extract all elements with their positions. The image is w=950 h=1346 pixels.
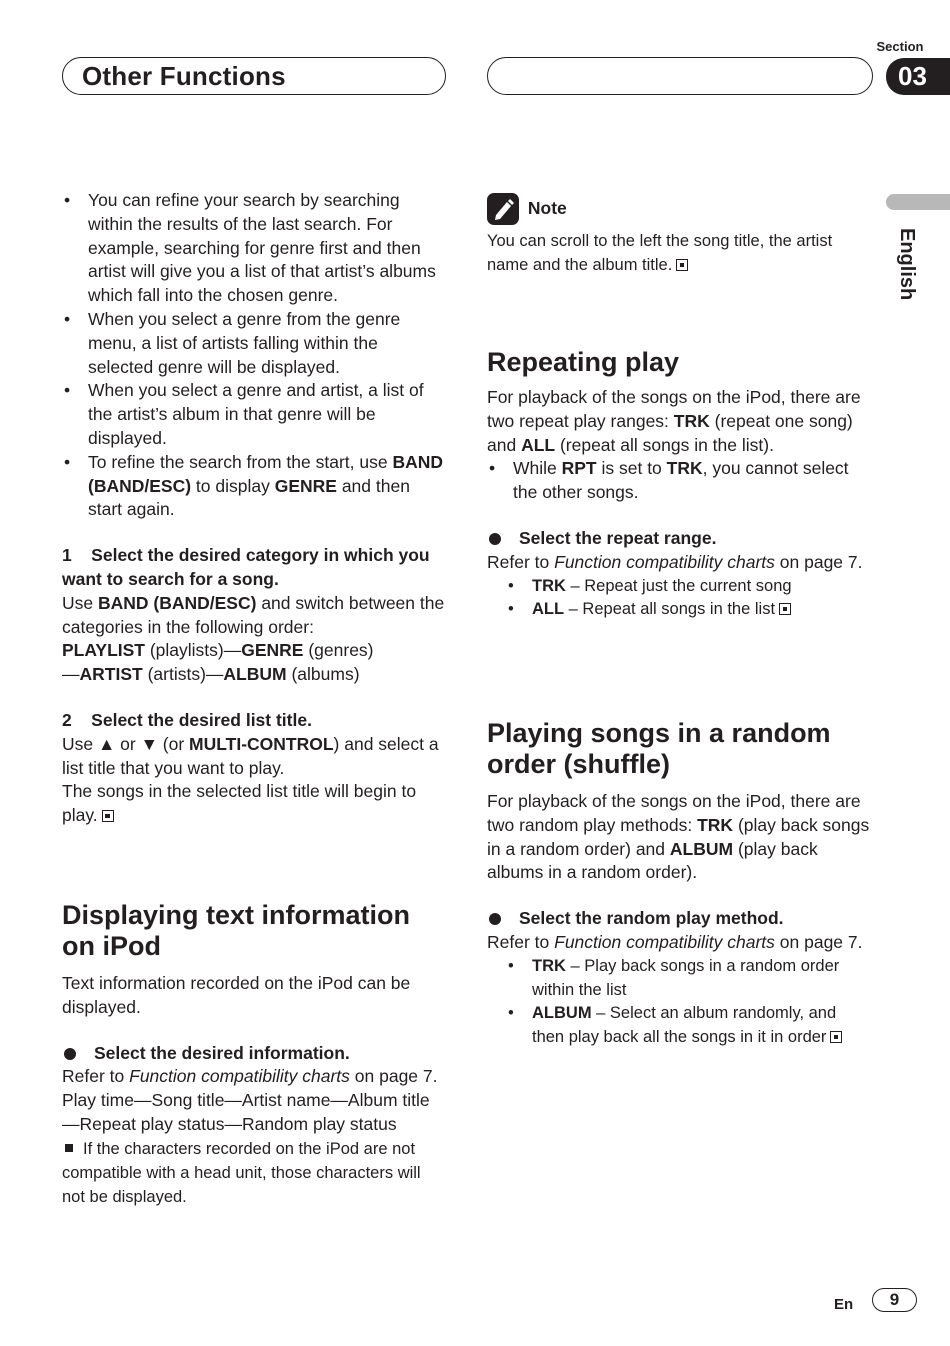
text-span: Use — [62, 592, 98, 613]
option-desc: – Play back songs in a random order within the list — [532, 956, 840, 999]
text-span: For playback of the songs on the iPod, there are two random play methods: — [487, 791, 861, 835]
pencil-note-icon — [487, 193, 519, 225]
option-key: TRK — [532, 576, 566, 595]
section-title-bar — [62, 57, 446, 95]
text-span: If the characters recorded on the iPod are not compatible with a head unit, those characters will not be displayed. — [62, 1139, 421, 1206]
option-desc: – Select an album randomly, and then play back all the songs in it in order — [532, 1004, 837, 1047]
note-square-icon — [65, 1144, 73, 1152]
list-item: • When you select a genre and artist, a list of the artist’s album in that genre will be displayed. — [62, 379, 447, 450]
note-label: Note — [527, 198, 567, 219]
repeat-bullets — [487, 457, 872, 505]
text-span: (play back songs in a random order) and — [487, 814, 870, 859]
shuffle-options — [487, 955, 872, 1050]
option-key: ALL — [532, 600, 565, 619]
step-1-body — [62, 592, 447, 687]
display-note — [62, 1137, 447, 1209]
footer-language: En — [834, 1296, 854, 1313]
shuffle-section — [487, 718, 872, 1050]
chart-reference: Function compatibility charts — [554, 931, 775, 952]
artist-label: ARTIST — [79, 664, 143, 685]
end-mark-icon — [676, 259, 688, 271]
text-span: Refer to — [62, 1066, 130, 1087]
chart-reference: Function compatibility charts — [129, 1066, 350, 1087]
language-tab-label: English — [896, 228, 918, 301]
section-number-tab — [886, 58, 950, 95]
step-2-result — [62, 780, 447, 828]
section-number: 03 — [898, 61, 927, 91]
text-span: is set to — [596, 458, 667, 479]
page-title: Other Functions — [82, 61, 286, 91]
text-span: (repeat one song) and — [487, 410, 853, 455]
left-column — [62, 189, 447, 828]
text-span: , you cannot select the other songs. — [513, 458, 849, 503]
genre-label: GENRE — [274, 475, 337, 496]
step-1-heading: 1 Select the desired category in which you want to search for a song. — [62, 545, 435, 589]
text-span: on page 7. — [774, 931, 863, 952]
list-item — [62, 451, 447, 522]
text-span: and then start again. — [88, 475, 410, 520]
option-key: TRK — [532, 956, 566, 975]
list-item — [487, 955, 872, 1003]
band-key-label: BAND (BAND/ESC) — [97, 592, 257, 613]
search-tips-list — [62, 189, 447, 522]
repeat-section-heading: Repeating play — [487, 347, 680, 377]
album-label: ALBUM — [669, 838, 734, 859]
section-label: Section — [876, 39, 924, 54]
text-span: For playback of the songs on the iPod, there are two repeat play ranges: — [487, 387, 861, 431]
option-desc: – Repeat all songs in the list — [564, 600, 776, 619]
trk-label: TRK — [697, 814, 734, 835]
multi-control-label: MULTI-CONTROL — [189, 733, 334, 754]
album-label: ALBUM — [223, 664, 287, 685]
genre-label: GENRE — [241, 640, 304, 661]
display-step: Select the desired information. — [62, 1042, 447, 1066]
blank-header-bar — [487, 57, 873, 95]
list-item — [487, 457, 872, 505]
list-item: • You can refine your search by searching within the results of the last search. For example, searching for genre first and then artist will give you a list of that artist’s albums which fall into the chosen genre. — [62, 189, 447, 308]
text-span: to display — [191, 475, 275, 496]
trk-label: TRK — [673, 410, 710, 431]
display-order: Play time—Song title—Artist name—Album title—Repeat play status—Random play status — [62, 1090, 430, 1134]
display-section — [62, 900, 447, 1209]
text-span: To refine the search from the start, use — [88, 451, 393, 472]
text-span: (playlists)— — [144, 640, 242, 661]
repeat-options — [487, 575, 872, 623]
text-span: (repeat all songs in the list). — [555, 434, 774, 455]
display-section-intro: Text information recorded on the iPod can be displayed. — [62, 973, 411, 1017]
note-text — [487, 229, 872, 277]
language-tab-marker — [886, 194, 950, 210]
step-2-heading: 2 Select the desired list title. — [62, 709, 312, 730]
page-number: 9 — [872, 1288, 917, 1312]
display-section-heading: Displaying text information on iPod — [62, 900, 411, 961]
text-span: Use ▲ or ▼ (or — [62, 733, 190, 754]
text-span: and switch between the categories in the following order: — [62, 592, 445, 637]
display-refer — [62, 1065, 447, 1089]
repeat-refer — [487, 551, 872, 575]
text-span: While — [513, 458, 562, 479]
text-span: (play back albums in a random order). — [487, 838, 818, 883]
trk-label: TRK — [666, 458, 703, 479]
shuffle-step: Select the random play method. — [487, 907, 872, 931]
text-span: on page 7. — [349, 1066, 438, 1087]
text-span: ) and select a list title that you want to play. — [62, 733, 439, 778]
text-span: The songs in the selected list title will begin to play. — [62, 781, 417, 826]
note-header — [487, 193, 872, 225]
text-span: Refer to — [487, 931, 555, 952]
text-span: You can scroll to the left the song title, the artist name and the album title. — [487, 232, 833, 274]
repeat-intro — [487, 386, 872, 457]
text-span: Refer to — [487, 551, 555, 572]
band-key-label: BAND (BAND/ESC) — [88, 451, 444, 496]
repeat-step: Select the repeat range. — [487, 527, 872, 551]
shuffle-section-heading: Playing songs in a random order (shuffle) — [487, 718, 831, 779]
step-2-body — [62, 733, 447, 781]
option-key: ALBUM — [532, 1004, 592, 1023]
end-mark-icon — [830, 1031, 842, 1043]
end-mark-icon — [779, 603, 791, 615]
option-desc: – Repeat just the current song — [565, 576, 792, 595]
list-item: • When you select a genre from the genre menu, a list of artists falling within the selected genre will be displayed. — [62, 308, 447, 379]
text-span: on page 7. — [774, 551, 863, 572]
rpt-label: RPT — [561, 458, 597, 479]
end-mark-icon — [102, 810, 114, 822]
text-span: — — [62, 664, 80, 685]
shuffle-intro — [487, 790, 872, 885]
chart-reference: Function compatibility charts — [554, 551, 775, 572]
text-span: (artists)— — [142, 664, 224, 685]
list-item — [487, 598, 872, 622]
text-span: (albums) — [286, 664, 360, 685]
list-item — [487, 1002, 872, 1050]
all-label: ALL — [521, 434, 556, 455]
shuffle-refer — [487, 931, 872, 955]
text-span: (genres) — [303, 640, 374, 661]
playlist-label: PLAYLIST — [62, 640, 145, 661]
note-block — [487, 193, 872, 277]
repeat-section — [487, 347, 872, 622]
list-item — [487, 575, 872, 599]
